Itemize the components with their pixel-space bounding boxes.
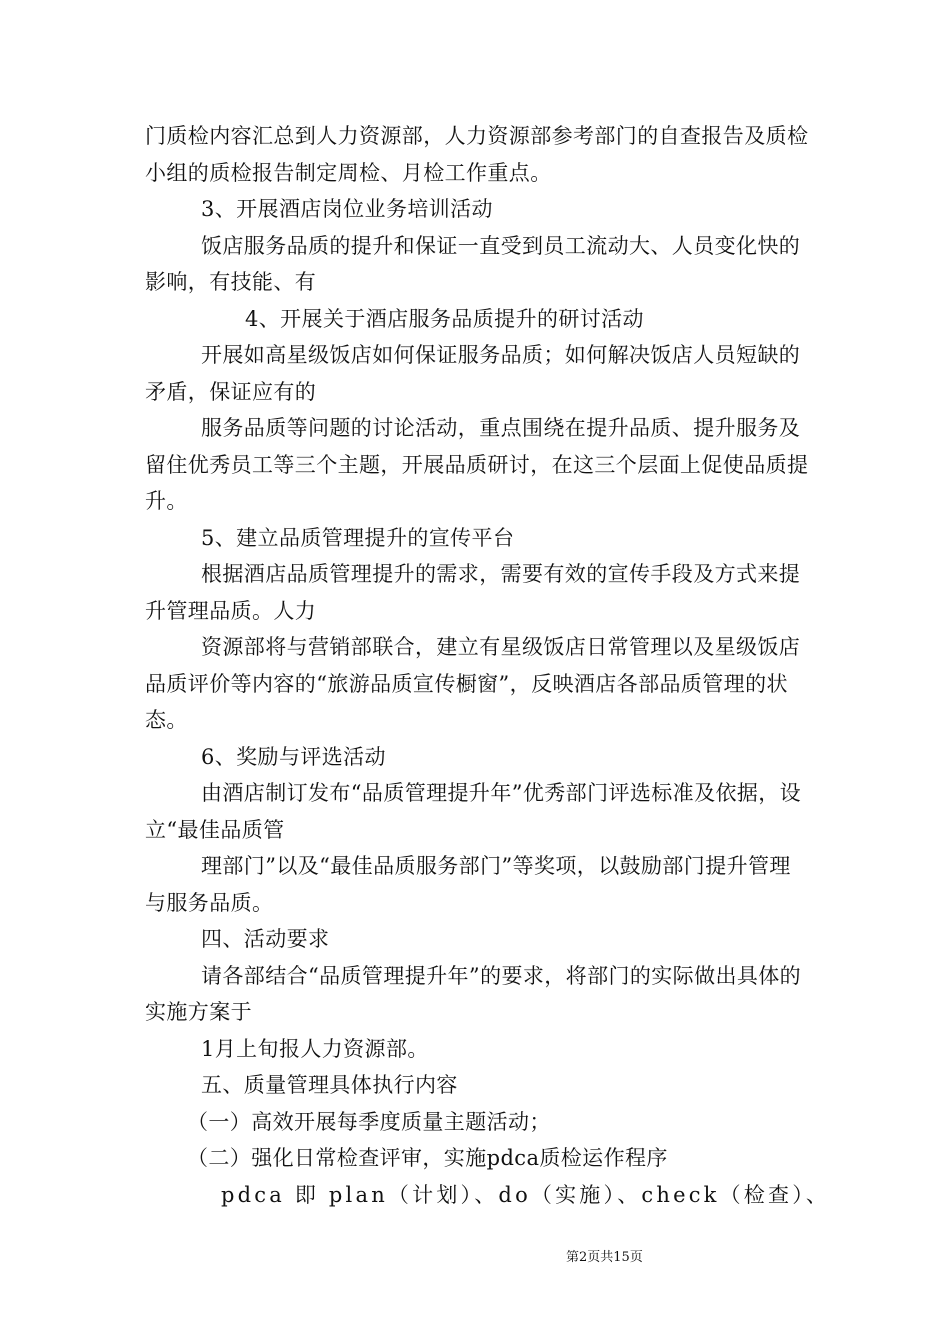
item-quarterly-activities: （一）高效开展每季度质量主题活动； [187, 1109, 551, 1134]
heading-awards: 6、奖励与评选活动 [201, 744, 386, 769]
paragraph-publicity: 根据酒店品质管理提升的需求，需要有效的宣传手段及方式来提升管理品质。人力 [145, 562, 801, 623]
paragraph-pdca-definition: pdca 即 plan（计划）、do（实施）、check（检查）、 [221, 1182, 831, 1207]
paragraph-seminar: 开展如高星级饭店如何保证服务品质；如何解决饭店人员短缺的矛盾，保证应有的 [145, 343, 801, 404]
paragraph-awards: 由酒店制订发布“品质管理提升年”优秀部门评选标准及依据，设立“最佳品质管 [145, 781, 802, 842]
heading-seminar: 4、开展关于酒店服务品质提升的研讨活动 [245, 306, 644, 331]
heading-requirements: 四、活动要求 [201, 927, 330, 951]
heading-publicity: 5、建立品质管理提升的宣传平台 [201, 525, 515, 550]
item-pdca-program: （二）强化日常检查评审，实施pdca质检运作程序 [187, 1146, 668, 1170]
paragraph-requirements: 请各部结合“品质管理提升年”的要求，将部门的实际做出具体的实施方案于 [145, 963, 802, 1024]
document-body [145, 118, 831, 1213]
heading-training: 3、开展酒店岗位业务培训活动 [201, 197, 493, 221]
paragraph-publicity-window: 资源部将与营销部联合，建立有星级饭店日常管理以及星级饭店品质评价等内容的“旅游品质宣传橱窗”，反映酒店各部品质管理的状态。 [145, 635, 801, 732]
paragraph-quality-summary: 门质检内容汇总到人力资源部，人力资源部参考部门的自查报告及质检小组的质检报告制定周检、月检工作重点。 [145, 124, 809, 185]
paragraph-seminar-topics: 服务品质等问题的讨论活动，重点围绕在提升品质、提升服务及留住优秀员工等三个主题，开展品质研讨，在这三个层面上促使品质提升。 [145, 416, 809, 513]
paragraph-deadline: 1月上旬报人力资源部。 [201, 1036, 429, 1061]
page-number: 第2页共15页 [566, 1250, 643, 1265]
paragraph-training: 饭店服务品质的提升和保证一直受到员工流动大、人员变化快的影响，有技能、有 [145, 233, 801, 294]
paragraph-awards-items: 理部门”以及“最佳品质服务部门”等奖项，以鼓励部门提升管理与服务品质。 [145, 854, 791, 915]
heading-execution: 五、质量管理具体执行内容 [201, 1073, 458, 1097]
